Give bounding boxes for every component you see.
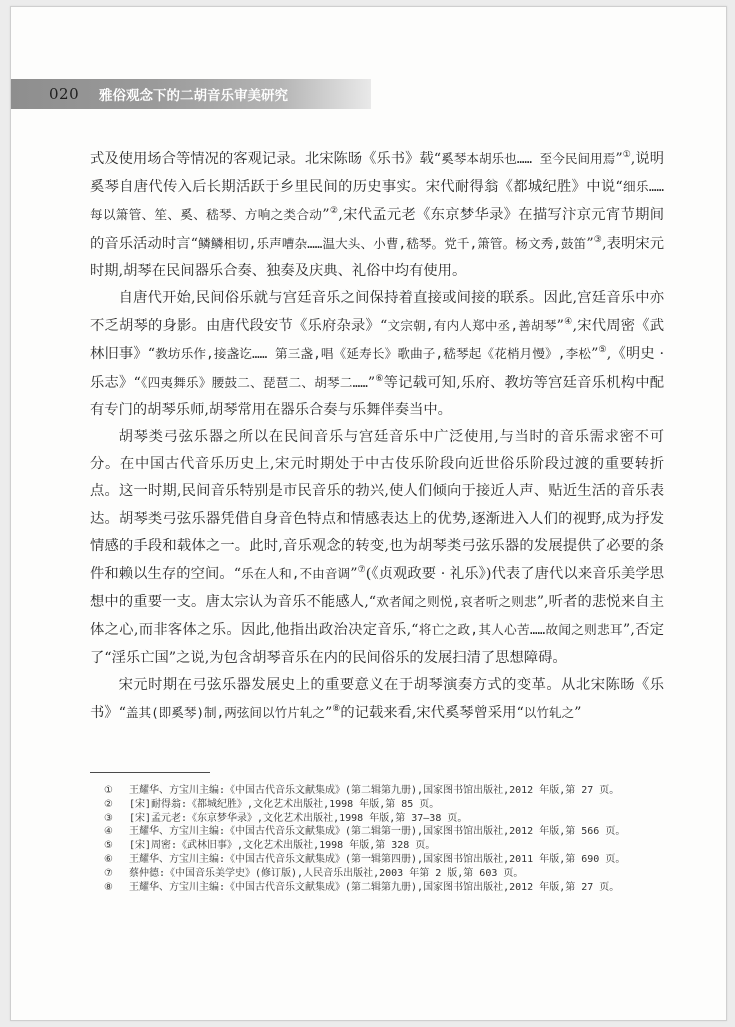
text-run: 的记载来看,宋代奚琴曾采用“	[340, 705, 524, 722]
body-paragraph	[90, 285, 664, 424]
body-paragraph	[90, 424, 664, 672]
footnote-ref: ②	[329, 206, 339, 217]
footnote-list	[104, 784, 625, 894]
footnote-mark: ②	[104, 798, 113, 810]
quotation: 欢者闻之则悦,哀者听之则悲	[376, 594, 537, 610]
footnote-text: [宋]周密:《武林旧事》,文化艺术出版社,1998 年版,第 328 页。	[129, 840, 436, 852]
footnote-mark: ①	[104, 785, 113, 796]
footnote-item	[104, 867, 625, 881]
body-paragraph	[90, 672, 664, 727]
book-page	[10, 6, 727, 1021]
quotation: 乐在人和,不由音调	[241, 566, 351, 582]
footnote-text: 王耀华、方宝川主编:《中国古代音乐文献集成》(第二辑第九册),国家图书馆出版社,2012 年版,第 27 页。	[129, 785, 620, 796]
footnote-item	[104, 784, 625, 798]
footnote-ref: ①	[622, 150, 631, 161]
quotation: 盖其(即奚琴)制,两弦间以竹片轧之	[125, 705, 325, 721]
quotation: 教坊乐作,接盏讫…… 第三盏,唱《延寿长》歌曲子,嵇琴起《花梢月慢》,李松	[155, 346, 592, 362]
footnote-mark: ⑥	[104, 853, 113, 865]
footnote-divider	[90, 772, 210, 773]
footnote-mark: ③	[104, 812, 113, 824]
footnote-item	[104, 881, 625, 895]
footnote-mark: ④	[104, 826, 113, 838]
footnote-item	[104, 825, 625, 839]
footnote-ref: ⑧	[332, 704, 341, 715]
text-run: ”	[324, 705, 333, 722]
body-text	[90, 145, 664, 727]
text-run: ”	[322, 207, 330, 224]
footnote-text: 蔡仲德:《中国音乐美学史》(修订版),人民音乐出版社,2003 年第 2 版,第 603 页。	[129, 867, 524, 879]
footnote-ref: ⑦	[357, 565, 366, 576]
text-run: ,宋代周密《武林旧事》“	[90, 318, 664, 363]
text-run: 式及使用场合等情况的客观记录。北宋陈旸《乐书》载“	[90, 151, 442, 167]
text-run: ”	[615, 151, 623, 167]
footnote-mark: ⑦	[104, 867, 113, 879]
footnote-item	[104, 839, 625, 853]
text-run: ”	[574, 705, 582, 722]
quotation: 鳞鳞相切,乐声嘈杂……温大头、小曹,嵇琴。党千,箫管。杨文秀,鼓笛	[198, 235, 587, 251]
text-run: (《贞观政要 · 礼乐》)代表了唐代以来音乐美学思想中的重要一支。唐太宗认为音乐不能感人,“	[90, 566, 664, 611]
footnote-ref: ③	[593, 234, 602, 245]
text-run: ”	[556, 318, 564, 335]
text-run: ”,否定了“淫乐亡国”之说,为包含胡琴音乐在内的民间俗乐的发展扫清了思想障碍。	[90, 622, 665, 666]
footnote-text: [宋]耐得翁:《都城纪胜》,文化艺术出版社,1998 年版,第 85 页。	[129, 798, 440, 810]
footnote-mark: ⑧	[104, 881, 113, 893]
text-run: ,宋代孟元老《东京梦华录》在描写汴京元宵节期间的音乐活动时言“	[90, 207, 665, 252]
text-run: ”,听者的悲悦来自主体之心,而非客体之乐。因此,他指出政治决定音乐,“	[90, 594, 664, 639]
text-run: ”	[350, 566, 358, 583]
quotation: 《四夷舞乐》腰鼓二、琵琶二、胡琴二……	[140, 374, 368, 390]
book-title: 雅俗观念下的二胡音乐审美研究	[99, 88, 288, 104]
quotation: 以竹轧之	[523, 705, 575, 721]
text-run: 自唐代开始,民间俗乐就与宫廷音乐之间保持着直接或间接的联系。因此,宫廷音乐中亦不乏胡琴的身影。由唐代段安节《乐府杂录》“	[90, 290, 664, 335]
footnote-ref: ⑤	[598, 345, 607, 356]
text-run: ,《明史 · 乐志》“	[90, 346, 665, 391]
quotation: 细乐……每以箫管、笙、奚、嵇琴、方响之类合动	[90, 179, 664, 223]
footnote-text: 王耀华、方宝川主编:《中国古代音乐文献集成》(第二辑第九册),国家图书馆出版社,2012 年版,第 27 页。	[129, 881, 620, 893]
footnote-text: 王耀华、方宝川主编:《中国古代音乐文献集成》(第二辑第一册),国家图书馆出版社,2012 年版,第 566 页。	[129, 826, 626, 838]
page-number: 020	[49, 85, 80, 103]
text-run: ,表明宋元时期,胡琴在民间器乐合奏、独奏及庆典、礼俗中均有使用。	[90, 235, 665, 279]
text-run: 等记载可知,乐府、教坊等宫廷音乐机构中配有专门的胡琴乐师,胡琴常用在器乐合奏与乐舞伴奏当中。	[90, 374, 665, 418]
footnote-ref: ④	[563, 317, 573, 328]
quotation: 奚琴本胡乐也…… 至今民间用焉	[441, 151, 616, 166]
footnote-item	[104, 798, 625, 812]
footnote-ref: ⑥	[375, 373, 384, 384]
text-run: ”	[367, 374, 376, 391]
quotation: 文宗朝,有内人郑中丞,善胡琴	[387, 318, 557, 334]
text-run: 胡琴类弓弦乐器之所以在民间音乐与宫廷音乐中广泛使用,与当时的音乐需求密不可分。在中国古代音乐历史上,宋元时期处于中古伎乐阶段向近世俗乐阶段过渡的重要转折点。这一时期,民间音乐特别是市民音乐的勃兴,使人们倾向于接近人声、贴近生活的音乐表达。胡琴类弓弦乐器凭借自身音色特点和情感表达上的优势,逐渐进入人们的视野,成为抒发情感的手段和载体之一。此时,音乐观念的转变,也为胡琴类弓弦乐器的发展提供了必要的条件和赖以生存的空间。“	[90, 429, 664, 583]
running-header	[11, 79, 371, 109]
text-run: 宋元时期在弓弦乐器发展史上的重要意义在于胡琴演奏方式的变革。从北宋陈旸《乐书》“	[90, 676, 664, 722]
footnote-item	[104, 853, 625, 867]
footnote-text: [宋]孟元老:《东京梦华录》,文化艺术出版社,1998 年版,第 37—38 页。	[129, 812, 468, 824]
text-run: ”	[591, 346, 599, 363]
quotation: 将亡之政,其人心苦……故闻之则悲耳	[418, 622, 623, 638]
body-paragraph	[90, 145, 664, 285]
text-run: ,说明奚琴自唐代传入后长期活跃于乡里民间的历史事实。宋代耐得翁《都城纪胜》中说“	[90, 151, 664, 196]
footnote-item	[104, 812, 625, 826]
footnote-mark: ⑤	[104, 840, 113, 852]
text-run: ”	[586, 235, 594, 252]
footnote-text: 王耀华、方宝川主编:《中国古代音乐文献集成》(第一辑第四册),国家图书馆出版社,2011 年版,第 690 页。	[129, 853, 626, 865]
